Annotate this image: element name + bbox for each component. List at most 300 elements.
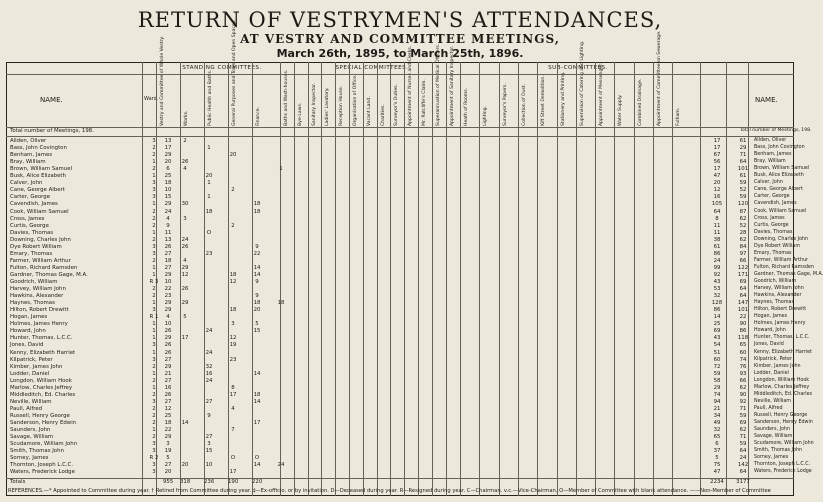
ward-number: 2: [152, 434, 156, 441]
committee-attendance: 18: [229, 271, 237, 278]
ward-number: 3: [152, 462, 156, 469]
column-header: [392, 74, 402, 126]
committee-attendance: 30: [181, 201, 189, 208]
total-actual: 60: [713, 356, 721, 363]
total-possible: 76: [739, 363, 747, 370]
vestry-attendance: 26: [164, 328, 172, 335]
vestryman-name-right: Haynes, Thomas: [754, 300, 794, 306]
committee-attendance: 1: [207, 194, 211, 201]
column-header-label: Superannuation of Medical Officers.: [435, 43, 441, 126]
total-possible: 65: [739, 342, 747, 349]
total-meetings-right: Total number of Meetings, 198.: [740, 128, 812, 133]
committee-attendance: 5: [255, 321, 259, 328]
column-header: [323, 74, 333, 126]
committee-attendance: 4: [183, 166, 187, 173]
committee-attendance: O: [230, 455, 236, 462]
total-actual: 94: [713, 398, 721, 405]
committee-attendance: 9: [255, 279, 259, 285]
committee-attendance: O: [206, 229, 212, 236]
vestry-attendance: 10: [164, 187, 172, 194]
vestryman-name: Bray, William: [10, 159, 46, 166]
vestryman-name-right: Davies, Thomas: [754, 229, 793, 235]
committee-attendance: 16: [205, 370, 213, 377]
ward-column-header: Ward.: [144, 96, 159, 102]
committee-attendance: 26: [181, 286, 189, 293]
total-actual: 11: [713, 229, 721, 236]
vestryman-name-right: Harvey, William John: [754, 286, 804, 292]
total-actual: 72: [713, 363, 721, 370]
column-header: [282, 69, 292, 126]
total-possible: 60: [739, 349, 747, 356]
ward-number: 3: [152, 138, 156, 144]
ward-number: 1: [152, 328, 156, 335]
committee-attendance: 20: [181, 462, 189, 469]
total-possible: 71: [739, 434, 747, 441]
vestryman-name-right: Carter, George: [754, 194, 790, 200]
total-possible: 64: [739, 448, 747, 455]
committee-attendance: 3: [231, 321, 235, 328]
vestry-attendance: 26: [164, 391, 172, 398]
column-header-label: Appointment of Messenger.: [599, 62, 605, 126]
committee-attendance: 2: [231, 187, 235, 194]
total-actual: 24: [713, 257, 721, 264]
totals-works: 318: [180, 479, 191, 485]
committee-attendance: 14: [181, 420, 189, 426]
column-header: [448, 45, 458, 126]
standing-committees-header: STANDING COMMITTEES.: [182, 65, 262, 71]
total-possible: 118: [737, 335, 749, 342]
vestryman-name-right: Emary, Thomas: [754, 250, 792, 256]
column-header: [406, 45, 416, 126]
vestryman-name-right: Dye Robert William: [754, 243, 801, 249]
vestry-attendance: 26: [164, 342, 172, 349]
total-actual: 58: [713, 377, 721, 384]
vestryman-name-right: Neville, William: [754, 398, 791, 404]
committee-attendance: 24: [181, 236, 189, 243]
total-possible: 120: [737, 201, 749, 208]
committee-attendance: 23: [205, 250, 213, 257]
sub-committees-header: SUB-COMMITTEES.: [548, 65, 608, 71]
vestryman-name: Thornton, Joseph L.C.C.: [10, 462, 74, 469]
vestry-attendance: 29: [164, 201, 172, 208]
committee-attendance: 20: [205, 173, 213, 180]
vestry-attendance: 29: [164, 300, 172, 307]
column-header: [230, 19, 240, 126]
vestryman-name-right: Cavendish, James: [754, 201, 797, 207]
vestryman-name-right: Hunter, Thomas, L.C.C.: [754, 335, 810, 341]
ward-number: 2: [152, 208, 156, 215]
committee-attendance: 24: [277, 462, 285, 469]
vestryman-name-right: Holmes, James Henry: [754, 321, 806, 327]
ward-number: 3: [152, 356, 156, 363]
vestryman-name-right: Hawkins, Alexander: [754, 293, 802, 299]
vestryman-name-right: Bray, William: [754, 159, 786, 165]
vestry-attendance: 29: [164, 152, 172, 159]
vestryman-name-right: Busk, Alice Elizabeth: [754, 173, 804, 179]
column-header: [337, 74, 347, 126]
column-header-label: Public Health and Baths.: [208, 69, 213, 126]
totals-vestry: 955: [163, 479, 174, 485]
vestryman-name-right: Bass, John Covington: [754, 145, 805, 151]
ward-number: 1: [152, 427, 156, 434]
total-actual: 86: [713, 307, 721, 314]
vestryman-name: Kimber, James John: [10, 363, 63, 370]
ward-number: 1: [152, 271, 156, 278]
ward-number: 1: [152, 335, 156, 342]
committee-attendance: 5: [183, 314, 187, 321]
total-possible: 61: [739, 138, 747, 144]
vestryman-name: Fulton, Richard Ramsden: [10, 264, 78, 271]
column-header-label: Sanitary Inspector.: [311, 82, 317, 126]
total-possible: 71: [739, 405, 747, 412]
total-actual: 75: [713, 462, 721, 469]
committee-attendance: 17: [253, 420, 261, 426]
committee-attendance: 19: [229, 342, 237, 349]
committee-attendance: 29: [181, 300, 189, 307]
ward-number: 1: [152, 159, 156, 166]
vestry-attendance: 29: [164, 363, 172, 370]
vestryman-name-right: Longdon, William Hook: [754, 377, 810, 383]
ward-number: 3: [152, 469, 156, 476]
total-possible: 87: [739, 208, 747, 215]
vestry-attendance: 23: [164, 293, 172, 300]
ward-number: 1: [152, 384, 156, 391]
ward-number: 2: [152, 377, 156, 384]
total-possible: 62: [739, 236, 747, 243]
vestryman-name-right: Savage, William: [754, 434, 793, 440]
total-actual: 59: [713, 370, 721, 377]
committee-attendance: 20: [253, 307, 261, 314]
vestry-attendance: 10: [164, 321, 172, 328]
column-header-label: Mr. Ratcliffe's Claim.: [422, 79, 427, 126]
total-actual: 61: [713, 243, 721, 250]
committee-attendance: 2: [183, 138, 187, 144]
committee-attendance: 18: [253, 208, 261, 215]
ward-number: R 3: [149, 279, 159, 285]
ward-number: R 2: [149, 455, 159, 462]
total-actual: 32: [713, 427, 721, 434]
column-header: [206, 69, 216, 126]
committee-attendance: 1: [279, 166, 283, 173]
total-possible: 92: [739, 398, 747, 405]
vestry-attendance: 27: [164, 398, 172, 405]
committee-attendance: 24: [205, 328, 213, 335]
total-actual: 17: [713, 138, 721, 144]
total-actual: 12: [713, 187, 721, 194]
committee-attendance: 14: [253, 264, 261, 271]
vestryman-name-right: Gardner, Thomas Gage, M.A.: [754, 271, 823, 277]
special-committees-header: SPECIAL COMMITTEES.: [335, 65, 409, 71]
vestry-attendance: 22: [164, 427, 172, 434]
total-possible: 62: [739, 384, 747, 391]
vestryman-name: Neville, William: [10, 398, 52, 405]
total-actual: 17: [713, 145, 721, 152]
committee-attendance: 1: [207, 180, 211, 187]
total-possible: 52: [739, 187, 747, 194]
column-header: [254, 74, 264, 126]
total-possible: 71: [739, 152, 747, 159]
vestry-attendance: 21: [164, 370, 172, 377]
committee-attendance: 8: [231, 384, 235, 391]
vestryman-name: Russell, Henry George: [10, 412, 70, 419]
vestryman-name-right: Cook, William Samuel: [754, 208, 807, 214]
column-header: [501, 74, 511, 126]
total-actual: 47: [713, 173, 721, 180]
total-actual: 54: [713, 342, 721, 349]
committee-attendance: 15: [205, 448, 213, 455]
vestryman-name: Emary, Thomas: [10, 250, 53, 257]
committee-attendance: 15: [253, 328, 261, 335]
column-header: [379, 74, 389, 126]
ward-number: 3: [152, 243, 156, 250]
column-header: [559, 71, 569, 126]
totals-general: 190: [228, 479, 239, 485]
total-actual: 17: [713, 166, 721, 173]
total-actual: 51: [713, 349, 721, 356]
vestryman-name: Sorney, James: [10, 455, 49, 462]
total-possible: 62: [739, 215, 747, 222]
column-header-label: Water Supply.: [618, 94, 624, 126]
vestry-attendance: 18: [164, 180, 172, 187]
total-actual: 65: [713, 434, 721, 441]
ward-number: 3: [152, 250, 156, 257]
vestryman-name-right: Sanderson, Henry Edwin: [754, 420, 813, 425]
column-header-label: Heath of Rooms.: [464, 87, 469, 126]
total-actual: 69: [713, 328, 721, 335]
total-possible: 29: [739, 145, 747, 152]
committee-attendance: 26: [181, 159, 189, 166]
vestryman-name: Hilton, Robert Drewitt: [10, 307, 69, 314]
column-header-label: Surveyor's Duties.: [394, 83, 400, 126]
column-header-label: Appointment of Nurses and Clerks.: [408, 45, 414, 126]
ward-number: 1: [152, 300, 156, 307]
column-header: [158, 36, 168, 126]
vestryman-name: Marlow, Charles Jeffrey: [10, 384, 73, 391]
vestryman-name: Waters, Frederick Lodge: [10, 469, 75, 476]
vestryman-name-right: Brown, William Samuel: [754, 166, 810, 172]
committee-attendance: 1: [207, 145, 211, 152]
vestryman-name-right: Kimber, James John: [754, 363, 801, 369]
total-possible: 101: [737, 307, 749, 314]
committee-attendance: 18: [277, 300, 285, 307]
vestry-attendance: 19: [164, 448, 172, 455]
total-actual: 47: [713, 469, 721, 476]
vestryman-name: Downing, Charles John: [10, 236, 71, 243]
committee-attendance: 9: [207, 412, 211, 419]
vestryman-name: Brown, William Samuel: [10, 166, 73, 173]
committee-attendance: 20: [229, 152, 237, 159]
total-possible: 66: [739, 377, 747, 384]
total-actual: 14: [713, 314, 721, 321]
committee-attendance: 4: [183, 257, 187, 264]
committee-attendance: 27: [205, 398, 213, 405]
vestry-attendance: 29: [164, 307, 172, 314]
column-header: [636, 74, 646, 126]
committee-attendance: 24: [205, 349, 213, 356]
vestryman-name-right: Waters, Frederick Lodge: [754, 469, 812, 475]
total-possible: 64: [739, 469, 747, 476]
column-header: [310, 74, 320, 126]
total-actual: 53: [713, 286, 721, 293]
committee-attendance: 26: [181, 243, 189, 250]
vestry-attendance: 29: [164, 335, 172, 342]
vestryman-name-right: Benham, James: [754, 152, 792, 158]
committee-attendance: 14: [253, 370, 261, 377]
total-possible: 93: [739, 370, 747, 377]
vestry-attendance: 5: [166, 455, 170, 462]
ward-number: 2: [152, 236, 156, 243]
committee-attendance: 4: [231, 405, 235, 412]
ward-number: 2: [152, 152, 156, 159]
vestry-attendance: 22: [164, 286, 172, 293]
vestryman-name: Sanderson, Henry Edwin: [10, 420, 77, 426]
vestryman-name-right: Hilton, Robert Drewitt: [754, 307, 807, 313]
vestry-attendance: 9: [166, 222, 170, 229]
ward-number: 1: [152, 349, 156, 356]
vestryman-name-right: Curtis, George: [754, 222, 789, 228]
committee-attendance: 32: [205, 363, 213, 370]
total-actual: 56: [713, 159, 721, 166]
ward-number: 3: [152, 187, 156, 194]
total-possible: 59: [739, 441, 747, 448]
vestry-attendance: 6: [166, 166, 170, 173]
column-header-label: Stationery and Printing.: [560, 71, 566, 126]
committee-attendance: 14: [253, 462, 261, 469]
vestryman-name: Kilpatrick, Peter: [10, 356, 53, 363]
ward-number: 1: [152, 201, 156, 208]
total-actual: 25: [713, 321, 721, 328]
vestryman-name-right: Saunders, John: [754, 427, 791, 433]
vestry-attendance: 17: [164, 145, 172, 152]
committee-attendance: 14: [253, 398, 261, 405]
vestryman-name: Hawkins, Alexander: [10, 293, 64, 300]
committee-attendance: 12: [181, 271, 189, 278]
committee-attendance: 12: [229, 279, 237, 285]
column-header-label: Reception House.: [339, 85, 345, 126]
total-actual: 16: [713, 194, 721, 201]
vestryman-name: Scudamore, William John: [10, 441, 78, 448]
total-possible: 52: [739, 222, 747, 229]
vestry-attendance: 27: [164, 377, 172, 384]
vestryman-name: Cross, James: [10, 215, 45, 222]
committee-attendance: 9: [255, 243, 259, 250]
vestryman-name: Longdon, William Hook: [10, 377, 72, 384]
total-possible: 122: [737, 264, 749, 271]
totals-actual: 2234: [710, 479, 724, 485]
totals-row: [6, 479, 794, 488]
vestryman-name-right: Howard, John: [754, 328, 786, 334]
ward-number: 3: [152, 342, 156, 349]
total-possible: 59: [739, 412, 747, 419]
committee-attendance: 7: [231, 427, 235, 434]
column-header-label: Surveyor's Papers.: [502, 83, 508, 126]
ward-number: 1: [152, 370, 156, 377]
vestry-attendance: 13: [164, 138, 172, 144]
total-meetings-label: Total number of Meetings, 198.: [10, 128, 94, 134]
total-possible: 24: [739, 455, 747, 462]
committee-attendance: 3: [207, 441, 211, 448]
column-header-label: Vacant Land.: [366, 96, 372, 126]
vestryman-name-right: Allden, Oliver: [754, 138, 787, 143]
total-actual: 43: [713, 335, 721, 342]
committee-attendance: 3: [183, 215, 187, 222]
committee-attendance: 17: [181, 335, 189, 342]
total-possible: 84: [739, 243, 747, 250]
vestryman-name: Allden, Oliver: [10, 138, 47, 144]
ward-number: 2: [152, 145, 156, 152]
vestryman-name: Haynes, Thomas: [10, 300, 55, 307]
ward-number: 1: [152, 229, 156, 236]
total-possible: 101: [737, 166, 749, 173]
committee-attendance: 2: [231, 222, 235, 229]
vestryman-name: Cavendish, James: [10, 201, 58, 208]
ward-number: 3: [152, 441, 156, 448]
ward-number: 1: [152, 173, 156, 180]
total-possible: 59: [739, 180, 747, 187]
vestryman-name-right: Cane, George Albert: [754, 187, 803, 193]
total-actual: 92: [713, 271, 721, 278]
total-possible: 142: [737, 462, 749, 469]
ward-number: 2: [152, 363, 156, 370]
vestry-attendance: 16: [164, 384, 172, 391]
total-actual: 37: [713, 448, 721, 455]
committee-attendance: 29: [181, 264, 189, 271]
header-bottom-divider: [6, 127, 794, 128]
total-actual: 128: [711, 300, 723, 307]
vestryman-name-right: Sorney, James: [754, 455, 789, 461]
report-date-range: March 26th, 1895, to March 25th, 1896.: [276, 47, 524, 60]
total-actual: 5: [715, 455, 719, 462]
column-header: [616, 74, 626, 126]
total-possible: 64: [739, 159, 747, 166]
vestryman-name-right: Middleditch, Ed. Charles: [754, 391, 813, 397]
committee-attendance: 18: [253, 201, 261, 208]
committee-attendance: 22: [253, 250, 261, 257]
committee-attendance: O: [254, 455, 260, 462]
header-divider: [6, 74, 794, 75]
table-row: [6, 469, 812, 478]
vestryman-name: Hogan, James: [10, 314, 48, 321]
column-header: [578, 40, 588, 126]
committee-attendance: 12: [229, 335, 237, 342]
total-possible: 90: [739, 391, 747, 398]
total-actual: 99: [713, 264, 721, 271]
total-possible: 66: [739, 257, 747, 264]
total-possible: 59: [739, 194, 747, 201]
vestryman-name: Busk, Alice Elizabeth: [10, 173, 66, 180]
vestryman-name: Gardner, Thomas Gage, M.A.: [10, 271, 88, 278]
ward-number: 1: [152, 321, 156, 328]
vestryman-name: Paull, Alfred: [10, 405, 43, 412]
total-actual: 21: [713, 405, 721, 412]
column-header-label: Collection of Dust.: [521, 83, 527, 126]
vestryman-name: Lodder, Daniel: [10, 370, 50, 377]
total-possible: 171: [737, 271, 749, 278]
vestryman-name: Curtis, George: [10, 222, 49, 229]
total-possible: 86: [739, 328, 747, 335]
vestryman-name: Dye Robert William: [10, 243, 62, 250]
column-header-label: Vestry and Committee of Whole Vestry.: [160, 36, 165, 126]
column-header-label: Combined Drainage.: [637, 78, 643, 126]
total-actual: 34: [713, 412, 721, 419]
vestry-attendance: 24: [164, 208, 172, 215]
column-header-label: Finance.: [256, 106, 261, 126]
vestryman-name: Saunders, John: [10, 427, 51, 434]
column-header-label: Works.: [184, 110, 189, 126]
vestryman-name: Farmer, William Arthur: [10, 257, 71, 264]
meetings-divider: [6, 136, 794, 137]
ward-number: 3: [152, 448, 156, 455]
